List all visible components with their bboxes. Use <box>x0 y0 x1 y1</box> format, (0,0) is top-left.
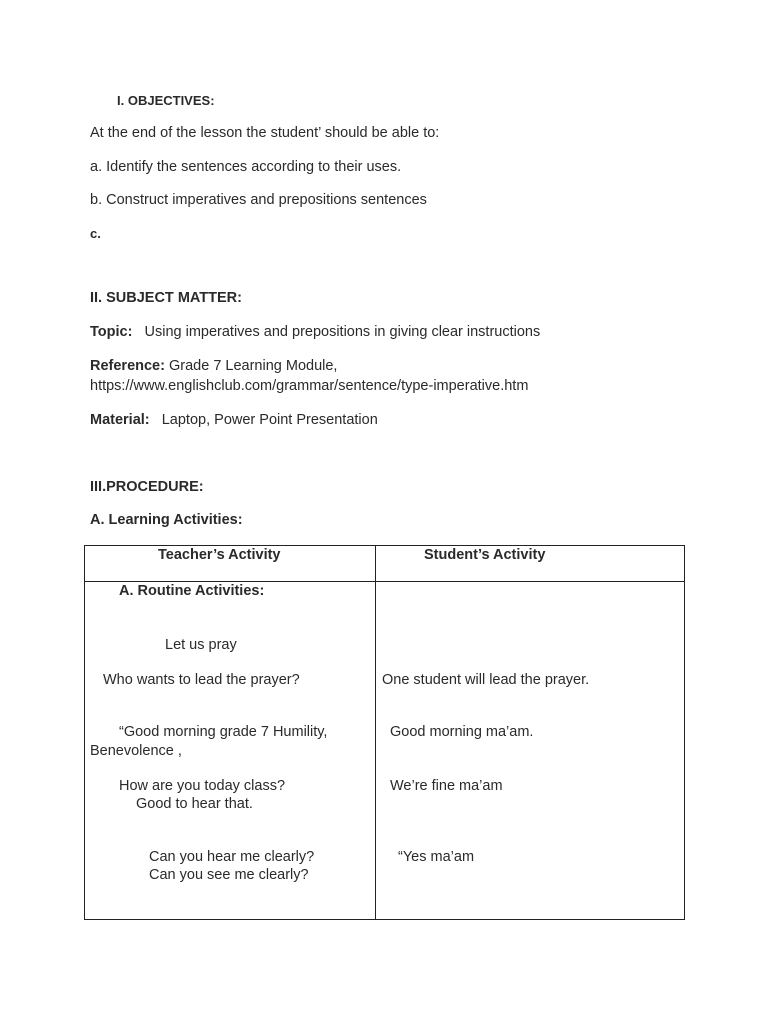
student-line: “Yes ma’am <box>398 849 475 865</box>
student-activity-header: Student’s Activity <box>424 547 546 563</box>
teacher-line: Can you see me clearly? <box>149 867 309 883</box>
student-line: We’re fine ma’am <box>390 778 503 794</box>
student-line: One student will lead the prayer. <box>382 672 590 688</box>
material-label: Material: <box>90 412 150 428</box>
table-column-divider <box>375 546 376 919</box>
teacher-line: Good to hear that. <box>136 796 253 812</box>
topic-label: Topic: <box>90 324 133 340</box>
objectives-heading: I. OBJECTIVES: <box>117 93 215 108</box>
table-header-divider <box>85 581 684 582</box>
teacher-line: Who wants to lead the prayer? <box>103 672 300 688</box>
learning-activities-heading: A. Learning Activities: <box>90 512 243 528</box>
reference-label: Reference: <box>90 358 165 374</box>
teacher-line: Can you hear me clearly? <box>149 849 315 865</box>
topic-value: Using imperatives and prepositions in giving clear instructions <box>144 324 541 340</box>
teacher-line: “Good morning grade 7 Humility, <box>119 724 328 740</box>
subject-matter-heading: II. SUBJECT MATTER: <box>90 290 242 306</box>
material-line <box>90 412 378 428</box>
objective-item-b: b. Construct imperatives and prepositions sentences <box>90 192 427 208</box>
objective-item-a: a. Identify the sentences according to their uses. <box>90 159 402 175</box>
objectives-intro: At the end of the lesson the student’ should be able to: <box>90 125 440 141</box>
activities-table <box>84 545 685 920</box>
student-line: Good morning ma’am. <box>390 724 534 740</box>
teacher-line: Let us pray <box>165 637 237 653</box>
reference-value: Grade 7 Learning Module, <box>168 358 338 374</box>
teacher-line: How are you today class? <box>119 778 286 794</box>
material-value: Laptop, Power Point Presentation <box>161 412 378 428</box>
routine-activities-heading: A. Routine Activities: <box>119 583 265 599</box>
reference-line <box>90 358 337 374</box>
reference-url: https://www.englishclub.com/grammar/sentence/type-imperative.htm <box>90 378 529 394</box>
procedure-heading: III.PROCEDURE: <box>90 479 204 495</box>
objective-item-c: c. <box>90 226 101 241</box>
teacher-line: Benevolence , <box>90 743 182 759</box>
teacher-activity-header: Teacher’s Activity <box>158 547 281 563</box>
topic-line <box>90 324 540 340</box>
